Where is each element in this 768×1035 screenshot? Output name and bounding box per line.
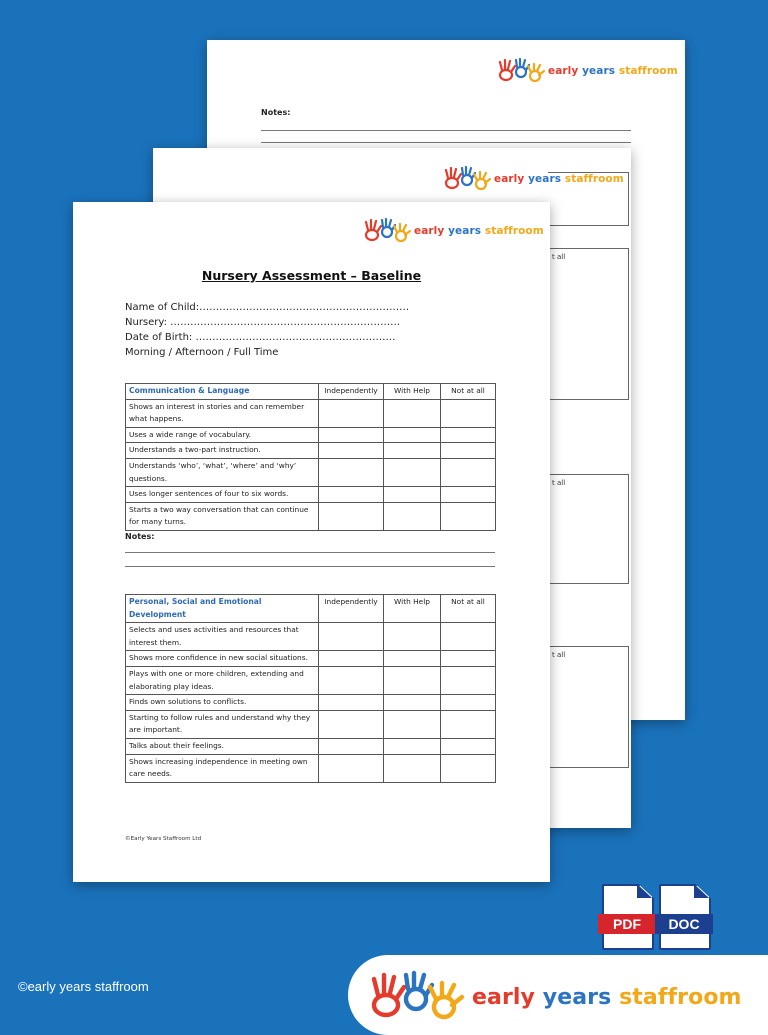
- checkbox-cell: [384, 487, 441, 503]
- statement: Shows increasing independence in meeting own care needs.: [126, 754, 319, 782]
- table-row: [126, 651, 496, 667]
- logo-wordmark: early years staffroom: [494, 173, 624, 185]
- child-info: [125, 300, 409, 360]
- table-row: [126, 738, 496, 754]
- nursery-field: Nursery: ……………………………………………………………: [125, 317, 401, 328]
- doc-file-icon[interactable]: [659, 884, 711, 948]
- logo-wordmark: early years staffroom: [414, 225, 544, 237]
- checkbox-cell: [441, 738, 496, 754]
- front-sheet: [73, 202, 550, 882]
- checkbox-cell: [441, 458, 496, 486]
- checkbox-cell: [441, 623, 496, 651]
- checkbox-cell: [384, 502, 441, 530]
- checkbox-cell: [319, 695, 384, 711]
- column-header: With Help: [384, 384, 441, 400]
- column-header: With Help: [384, 595, 441, 623]
- table-row: [126, 487, 496, 503]
- column-header-fragment: t all: [552, 253, 566, 261]
- column-header-fragment: t all: [552, 651, 566, 659]
- checkbox-cell: [319, 623, 384, 651]
- communication-language-table: [125, 383, 496, 531]
- checkbox-cell: [384, 427, 441, 443]
- table-fragment: [548, 172, 629, 226]
- checkbox-cell: [441, 427, 496, 443]
- checkbox-cell: [384, 651, 441, 667]
- table-row: [126, 458, 496, 486]
- table-row: [126, 695, 496, 711]
- document-title: Nursery Assessment – Baseline: [201, 268, 422, 283]
- logo: [497, 58, 678, 84]
- checkbox-cell: [319, 754, 384, 782]
- column-header: Independently: [319, 595, 384, 623]
- notes-line: [261, 130, 631, 131]
- statement: Finds own solutions to conflicts.: [126, 695, 319, 711]
- table-row: [126, 443, 496, 459]
- table-row: [126, 666, 496, 694]
- statement: Selects and uses activities and resources that interest them.: [126, 623, 319, 651]
- session-field: Morning / Afternoon / Full Time: [125, 347, 279, 358]
- copyright-text: ©early years staffroom: [18, 979, 149, 994]
- checkbox-cell: [319, 458, 384, 486]
- checkbox-cell: [319, 710, 384, 738]
- statement: Shows more confidence in new social situations.: [126, 651, 319, 667]
- statement: Starts a two way conversation that can continue for many turns.: [126, 502, 319, 530]
- logo-wordmark: early years staffroom: [472, 984, 742, 1010]
- checkbox-cell: [319, 399, 384, 427]
- checkbox-cell: [441, 487, 496, 503]
- checkbox-cell: [441, 399, 496, 427]
- checkbox-cell: [441, 651, 496, 667]
- logo: [363, 218, 544, 244]
- child-name-field: Name of Child:………………………………………………………: [125, 302, 410, 313]
- statement: Uses longer sentences of four to six words.: [126, 487, 319, 503]
- notes-line: [125, 566, 495, 567]
- statement: Uses a wide range of vocabulary.: [126, 427, 319, 443]
- checkbox-cell: [319, 427, 384, 443]
- checkbox-cell: [384, 623, 441, 651]
- statement: Shows an interest in stories and can remember what happens.: [126, 399, 319, 427]
- checkbox-cell: [441, 710, 496, 738]
- table-row: [126, 502, 496, 530]
- checkbox-cell: [384, 695, 441, 711]
- brand-banner: [348, 955, 768, 1035]
- table-row: [126, 399, 496, 427]
- checkbox-cell: [384, 443, 441, 459]
- statement: Plays with one or more children, extending and elaborating play ideas.: [126, 666, 319, 694]
- checkbox-cell: [384, 754, 441, 782]
- notes-line: [261, 142, 631, 143]
- table-fragment: [548, 646, 629, 768]
- column-header: Not at all: [441, 595, 496, 623]
- statement: Starting to follow rules and understand why they are important.: [126, 710, 319, 738]
- hands-icon: [443, 166, 491, 192]
- notes-line: [125, 552, 495, 553]
- table-row: [126, 710, 496, 738]
- table-fragment: [548, 248, 629, 400]
- notes-label: Notes:: [125, 532, 155, 541]
- hands-icon: [363, 218, 411, 244]
- table-row: [126, 427, 496, 443]
- hands-icon: [497, 58, 545, 84]
- checkbox-cell: [319, 487, 384, 503]
- statement: Understands ‘who’, ‘what’, ‘where’ and ‘why’ questions.: [126, 458, 319, 486]
- document-footer: ©Early Years Staffroom Ltd: [125, 836, 202, 842]
- checkbox-cell: [441, 502, 496, 530]
- pdf-file-icon[interactable]: [602, 884, 654, 948]
- category-header: Personal, Social and Emotional Development: [126, 595, 319, 623]
- table-fragment: [548, 474, 629, 584]
- personal-social-emotional-table: [125, 594, 496, 783]
- statement: Talks about their feelings.: [126, 738, 319, 754]
- checkbox-cell: [319, 502, 384, 530]
- table-row: [126, 754, 496, 782]
- checkbox-cell: [384, 666, 441, 694]
- checkbox-cell: [441, 695, 496, 711]
- date-of-birth-field: Date of Birth: ……………………………………………………: [125, 332, 396, 343]
- checkbox-cell: [384, 399, 441, 427]
- statement: Understands a two-part instruction.: [126, 443, 319, 459]
- table-row: [126, 623, 496, 651]
- checkbox-cell: [441, 754, 496, 782]
- checkbox-cell: [384, 738, 441, 754]
- notes-label: Notes:: [261, 108, 291, 117]
- logo: [368, 971, 742, 1023]
- pdf-label: PDF: [598, 914, 656, 934]
- checkbox-cell: [384, 710, 441, 738]
- logo-wordmark: early years staffroom: [548, 65, 678, 77]
- column-header: Not at all: [441, 384, 496, 400]
- checkbox-cell: [441, 666, 496, 694]
- hands-icon: [368, 971, 464, 1023]
- checkbox-cell: [319, 443, 384, 459]
- checkbox-cell: [319, 738, 384, 754]
- checkbox-cell: [319, 651, 384, 667]
- checkbox-cell: [384, 458, 441, 486]
- doc-label: DOC: [655, 914, 713, 934]
- column-header-fragment: t all: [552, 479, 566, 487]
- checkbox-cell: [441, 443, 496, 459]
- category-header: Communication & Language: [126, 384, 319, 400]
- checkbox-cell: [319, 666, 384, 694]
- column-header: Independently: [319, 384, 384, 400]
